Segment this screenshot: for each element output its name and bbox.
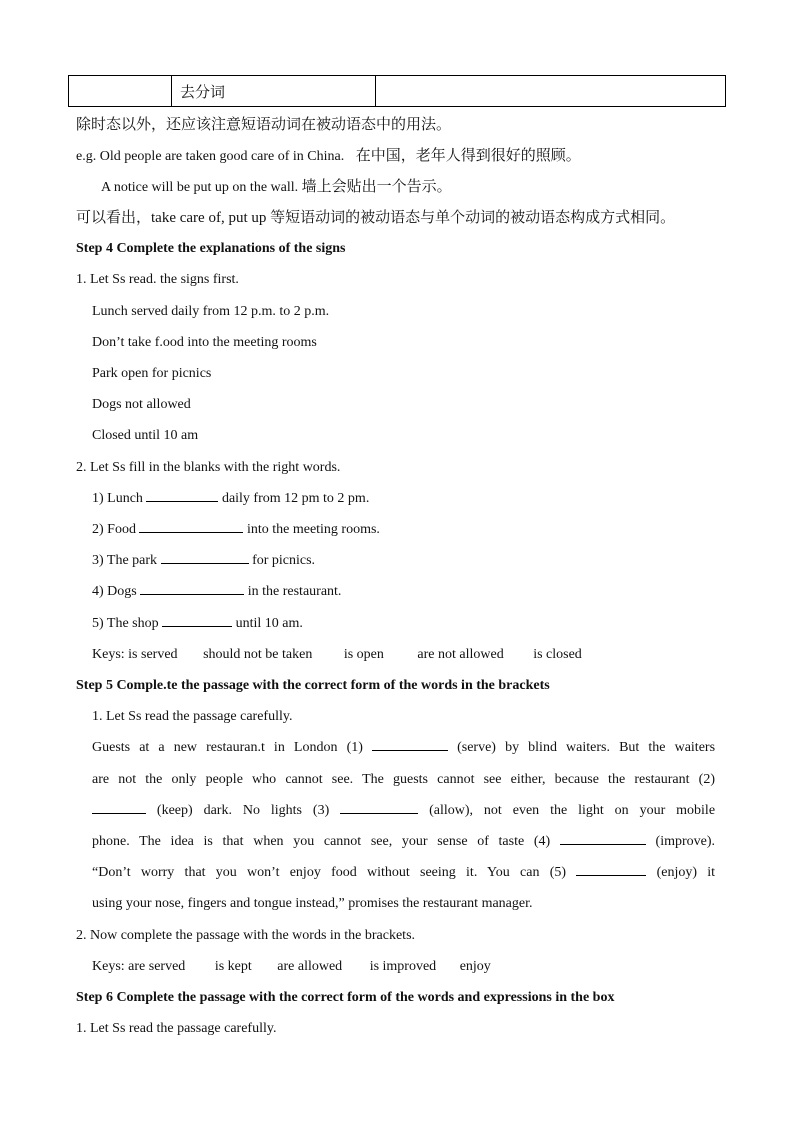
- table-cell-past-participle: 去分词: [172, 76, 376, 107]
- intro-line: 除时态以外，还应该注意短语动词在被动语态中的用法。: [76, 117, 452, 133]
- example-chinese: 在中国，老年人得到很好的照顾。: [355, 148, 581, 164]
- fill-item-prefix: 5) The shop: [92, 616, 159, 631]
- sign-item: Closed until 10 am: [92, 428, 199, 443]
- step6-heading: Step 6 Complete the passage with the correct form of the words and expressions in the box: [76, 990, 615, 1005]
- passage-text: (improve).: [655, 834, 716, 849]
- fill-item-suffix: for picnics.: [252, 553, 316, 568]
- fill-item-suffix: in the restaurant.: [247, 584, 342, 599]
- table-cell-empty: [69, 76, 172, 107]
- notice-example-line: [101, 177, 452, 198]
- sign-item: Lunch served daily from 12 p.m. to 2 p.m.: [92, 304, 330, 319]
- fill-item-prefix: 3) The park: [92, 553, 158, 568]
- step4-keys: [92, 645, 582, 665]
- answer-blank: [146, 489, 218, 502]
- fill-item-suffix: until 10 am.: [235, 616, 303, 631]
- sign-item: Park open for picnics: [92, 366, 212, 381]
- conclusion-line: 可以看出，take care of, put up 等短语动词的被动语态与单个动词的被动语态构成方式相同。: [76, 210, 676, 226]
- sign-item: Don’t take f.ood into the meeting rooms: [92, 335, 317, 350]
- passage-text: phone. The idea is that when you cannot see, your sense of taste (4): [92, 834, 551, 849]
- fill-item: [92, 520, 380, 540]
- fill-item: [92, 582, 341, 602]
- step5-task1: 1. Let Ss read the passage carefully.: [92, 709, 293, 724]
- answer-blank: [92, 801, 146, 814]
- answer-blank: [560, 832, 646, 845]
- answer-blank: [576, 863, 646, 876]
- fill-item-prefix: 4) Dogs: [92, 584, 137, 599]
- fill-item: [92, 551, 315, 571]
- grammar-table-fragment: [68, 75, 726, 107]
- passage-line: [92, 738, 715, 758]
- passage-line: [92, 863, 715, 883]
- notice-english: A notice will be put up on the wall.: [101, 180, 299, 195]
- answer-blank: [162, 614, 232, 627]
- fill-item: [92, 489, 369, 509]
- passage-text: “Don’t worry that you won’t enjoy food without seeing it. You can (5): [92, 865, 567, 880]
- keys-label: Keys:: [92, 959, 125, 974]
- fill-item-suffix: into the meeting rooms.: [246, 522, 380, 537]
- fill-item-suffix: daily from 12 pm to 2 pm.: [221, 491, 370, 506]
- step6-task1: 1. Let Ss read the passage carefully.: [76, 1021, 277, 1036]
- passage-text: (enjoy) it: [656, 865, 716, 880]
- fill-item: [92, 614, 303, 634]
- answer-blank: [161, 551, 249, 564]
- key-answer: should not be taken: [203, 647, 313, 662]
- step5-task2: 2. Now complete the passage with the words in the brackets.: [76, 928, 416, 943]
- passage-line: [92, 801, 715, 821]
- answer-blank: [140, 582, 244, 595]
- step5-heading: Step 5 Comple.te the passage with the correct form of the words in the brackets: [76, 678, 550, 693]
- passage-line: using your nose, fingers and tongue instead,” promises the restaurant manager.: [92, 896, 533, 911]
- step5-keys: [92, 957, 491, 977]
- passage-text: (serve) by blind waiters. But the waiters: [457, 740, 716, 755]
- example-line: [76, 146, 581, 167]
- fill-item-prefix: 2) Food: [92, 522, 136, 537]
- key-answer: is improved: [369, 959, 437, 974]
- answer-blank: [340, 801, 418, 814]
- key-answer: is open: [343, 647, 384, 662]
- answer-blank: [372, 738, 448, 751]
- notice-chinese: 墙上会贴出一个告示。: [301, 179, 452, 195]
- step4-heading: Step 4 Complete the explanations of the signs: [76, 241, 346, 256]
- step4-task2: 2. Let Ss fill in the blanks with the right words.: [76, 460, 341, 475]
- keys-label: Keys:: [92, 647, 125, 662]
- sign-item: Dogs not allowed: [92, 397, 191, 412]
- example-english: e.g. Old people are taken good care of in China.: [76, 149, 345, 164]
- key-answer: enjoy: [459, 959, 491, 974]
- key-answer: is served: [128, 647, 178, 662]
- answer-blank: [139, 520, 243, 533]
- passage-text: (allow), not even the light on your mobile: [429, 803, 716, 818]
- table-cell-empty: [376, 76, 726, 107]
- passage-line: are not the only people who cannot see. The guests cannot see either, because the restaurant (2): [92, 772, 715, 787]
- passage-text: Guests at a new restauran.t in London (1): [92, 740, 363, 755]
- step4-task1: 1. Let Ss read. the signs first.: [76, 272, 239, 287]
- key-answer: is closed: [533, 647, 582, 662]
- key-answer: are allowed: [277, 959, 343, 974]
- passage-text: (keep) dark. No lights (3): [156, 803, 330, 818]
- passage-line: [92, 832, 715, 852]
- key-answer: are served: [128, 959, 186, 974]
- key-answer: is kept: [214, 959, 252, 974]
- key-answer: are not allowed: [417, 647, 504, 662]
- fill-item-prefix: 1) Lunch: [92, 491, 143, 506]
